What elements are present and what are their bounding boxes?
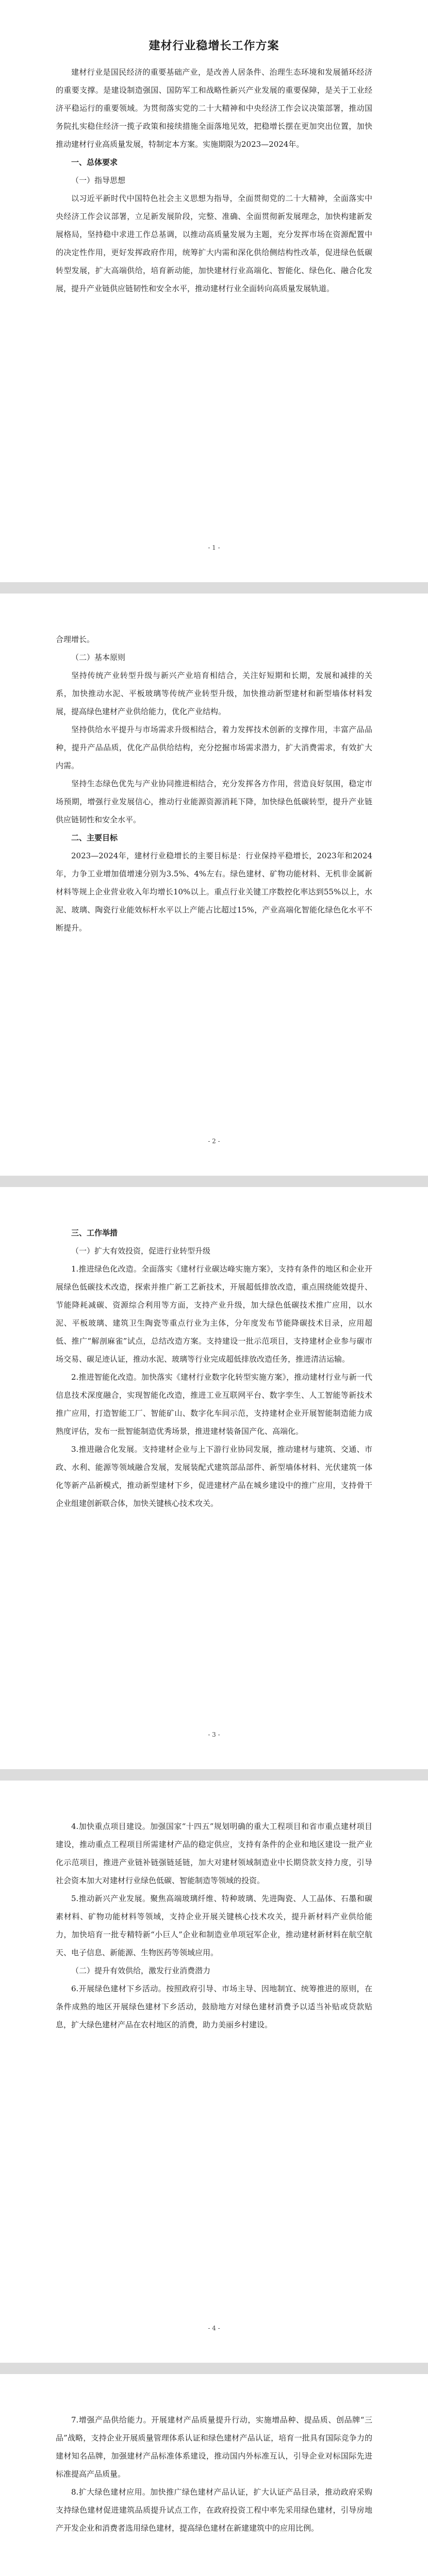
page-body — [0, 1781, 428, 2034]
document-page — [0, 1187, 428, 1769]
paragraph: 坚持生态绿色优先与产业协同推进相结合，充分发挥各方作用，营造良好氛围，稳定市场预期，增强行业发展信心，推动行业能源资源消耗下降，加快绿色低碳转型，提升产业链供应链韧性和安全水平。 — [56, 779, 372, 824]
paragraph: 2023—2024年，建材行业稳增长的主要目标是：行业保持平稳增长，2023年和2024年，力争工业增加值增速分别为3.5%、4%左右。绿色建材、矿物功能材料、无机非金属新材料等规上企业营业收入年均增长10%以上。重点行业关键工序数控化率达到55%以上，水泥、玻璃、陶瓷行业能效标杆水平以上产能占比超过15%，产业高端化智能化绿色化水平不断提升。 — [56, 851, 372, 933]
subsection-heading: （一）指导思想 — [71, 176, 126, 185]
page-number: - 4 - — [208, 2325, 220, 2332]
paragraph: 8.扩大绿色建材应用。加快推广绿色建材产品认证，扩大认证产品目录，推动政府采购支持绿色建材促进建筑品质提升试点工作，在政府投资工程中率先采用绿色建材，引导房地产开发企业和消费者选用绿色建材，提高绿色建材在新建建筑中的应用比例。 — [56, 2487, 372, 2533]
paragraph: 5.推动新兴产业发展。聚焦高端玻璃纤维、特种玻璃、先进陶瓷、人工晶体、石墨和碳素材料、矿物功能材料等领域，支持企业开展关键核心技术攻关，提升新材料产业供给能力，加快培育一批专精特新“小巨人”企业和制造业单项冠军企业，推动建材新材料在航空航天、电子信息、新能源、生物医药等领域应用。 — [56, 1894, 372, 1957]
section-heading: 三、工作举措 — [71, 1228, 118, 1238]
paragraph: 7.增强产品供给能力。开展建材产品质量提升行动，实施增品种、提品质、创品牌“三品”战略，支持企业开展质量管理体系认证和绿色建材产品认证，培育一批具有国际竞争力的建材知名品牌，加强建材产品标准体系建设，推动国内外标准互认，引导企业对标国际先进标准提高产品质量。 — [56, 2415, 372, 2479]
paragraph: 建材行业是国民经济的重要基础产业，是改善人居条件、治理生态环境和发展循环经济的重要支撑。是建设制造强国、国防军工和战略性新兴产业发展的重要保障，是关于工业经济平稳运行的重要领域。为贯彻落实党的二十大精神和中央经济工作会议决策部署，推动国务院扎实稳住经济一揽子政策和接续措施全面落地见效，把稳增长摆在更加突出位置，加快推动建材行业高质量发展，特制定本方案。实施期限为2023—2024年。 — [56, 67, 372, 149]
document-page — [0, 1781, 428, 2363]
page-body — [0, 1187, 428, 1513]
document-title: 建材行业稳增长工作方案 — [149, 39, 279, 53]
document-page — [0, 594, 428, 1176]
page-body — [0, 0, 428, 298]
document-page — [0, 0, 428, 582]
subsection-heading: （二）基本原则 — [71, 653, 126, 662]
paragraph: 6.开展绿色建材下乡活动。按照政府引导、市场主导、因地制宜、统筹推进的原则，在条件成熟的地区开展绿色建材下乡活动，鼓励地方对绿色建材消费予以适当补贴或贷款贴息，扩大绿色建材产品在农村地区的消费，助力美丽乡村建设。 — [56, 1984, 372, 2029]
paragraph: 3.推进融合化发展。支持建材企业与上下游行业协同发展，推动建材与建筑、交通、市政、水利、能源等领域融合发展，发展装配式建筑部品部件、新型墙体材料、光伏建筑一体化等新产品新模式，推动新型建材下乡，促进建材产品在城乡建设中的推广应用，支持骨干企业组建创新联合体，加快关键核心技术攻关。 — [56, 1445, 372, 1508]
paragraph: 坚持供给水平提升与市场需求升级相结合，着力发挥技术创新的支撑作用，丰富产品品种，提升产品品质，优化产品供给结构，充分挖掘市场需求潜力，扩大消费需求，有效扩大内需。 — [56, 725, 372, 770]
page-number: - 1 - — [208, 544, 220, 551]
paragraph: 坚持传统产业转型升级与新兴产业培育相结合，关注好短期和长期，发展和减排的关系，加快推动水泥、平板玻璃等传统产业转型升级，加快推动新型建材和新型墙体材料发展，提高绿色建材产业供给能力，优化产业结构。 — [56, 671, 372, 716]
document-page — [0, 2374, 428, 2576]
page-number: - 3 - — [208, 1731, 220, 1738]
paragraph: 合理增长。 — [56, 635, 95, 644]
page-body — [0, 2374, 428, 2537]
section-heading: 二、主要目标 — [71, 833, 118, 842]
paragraph: 4.加快重点项目建设。加强国家“十四五”规划明确的重大工程项目和省市重点建材项目建设，推动重点工程项目所需建材产品的稳定供应，支持有条件的企业和地区建设一批产业化示范项目，推进产业链补链强链延链，加大对建材领域制造业中长期贷款支持力度，引导社会资本加大对建材行业绿色低碳、智能制造等领域的投资。 — [56, 1822, 372, 1885]
paragraph: 以习近平新时代中国特色社会主义思想为指导，全面贯彻党的二十大精神，全面落实中央经济工作会议部署，立足新发展阶段，完整、准确、全面贯彻新发展理念，加快构建新发展格局，坚持稳中求进工作总基调，以推动高质量发展为主题，充分发挥市场在资源配置中的决定性作用，更好发挥政府作用，统筹扩大内需和深化供给侧结构性改革，促进绿色低碳转型发展，扩大高端供给，培育新动能，加快建材行业高端化、智能化、绿色化、融合化发展，提升产业链供应链韧性和安全水平，推动建材行业全面转向高质量发展轨道。 — [56, 194, 372, 293]
section-heading: 一、总体要求 — [71, 158, 118, 167]
page-number: - 2 - — [208, 1138, 220, 1145]
paragraph: 1.推进绿色化改造。全面落实《建材行业碳达峰实施方案》，支持有条件的地区和企业开展绿色低碳技术改造，探索并推广新工艺新技术，开展超低排放改造，重点围绕能效提升、节能降耗减碳、资源综合利用等方面，支持产业升级，加大绿色低碳技术推广应用，以水泥、平板玻璃、建筑卫生陶瓷等重点行业为主体，分年度发布节能降碳技术目录，应用超低、推广“解剖麻雀”试点，总结改造方案。支持建设一批示范项目，支持建材企业参与碳市场交易、碳足迹认证，推动水泥、玻璃等行业完成超低排放改造任务，推进清洁运输。 — [56, 1264, 372, 1364]
paragraph: 2.推进智能化改造。加快落实《建材行业数字化转型实施方案》，推动建材行业与新一代信息技术深度融合，实现智能化改造，推进工业互联网平台、数字孪生、人工智能等新技术推广应用，打造智能工厂、智能矿山、数字化车间示范，支持建材企业开展智能制造能力成熟度评估，发布一批智能制造优秀场景，推进建材装备国产化、高端化。 — [56, 1372, 372, 1436]
page-body — [0, 594, 428, 937]
subsection-heading: （二）提升有效供给，激发行业消费潜力 — [71, 1966, 211, 1975]
subsection-heading: （一）扩大有效投资，促进行业转型升级 — [71, 1246, 211, 1256]
